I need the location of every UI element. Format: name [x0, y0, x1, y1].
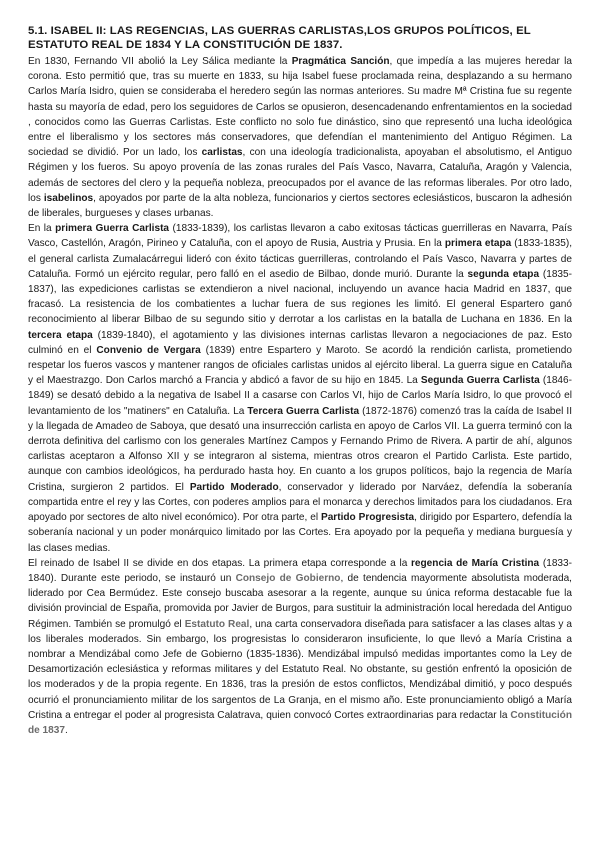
text-run: (1835-1837), las expediciones carlistas se extendieron a nivel nacional, incluyendo un avance hacia Madrid en 1837, que fracasó. La resistencia de los combatientes a luchar fuera de sus regiones les limitó. El general Espartero ganó reconocimiento al liberar Bilbao de su segundo sitio y derrotar a los carlistas en la batalla de Luchana en 1836. En la: [28, 268, 572, 326]
bold-term: Pragmática Sanción: [291, 56, 390, 67]
bold-term: carlistas: [201, 147, 243, 159]
bold-term: segunda etapa: [467, 268, 540, 280]
text-run: , con una ideología tradicionalista, apoyaban el absolutismo, el Antiguo Régimen y los fueros. Su apoyo provenía de las zonas rurales del País Vasco, Navarra, Cataluña, Aragón y Valencia, además de sectores del clero y la pequeña nobleza, preocupados por el avance de las reformas liberales. Por otro lado, los: [28, 147, 572, 204]
text-run: .: [64, 724, 68, 736]
bold-term: primera etapa: [444, 238, 512, 250]
text-run: (1833-1839), los carlistas llevaron a cabo exitosas tácticas guerrilleras en Navarra, País Vasco, Castellón, Aragón, Pirineo y Cataluña, con el apoyo de Rusia, Austria y Prusia. En la: [28, 223, 572, 250]
highlighted-term: Consejo de Gobierno: [235, 572, 341, 584]
bold-term: Partido Progresista: [320, 512, 415, 524]
text-run: , una carta conservadora diseñada para satisfacer a las clases altas y a los liberales moderados. Sin embargo, los progresistas lo consideraron insuficiente, lo que llevó a María Cristina a nombrar a Mendizábal como Jefe de Gobierno (1835-1836). Mendizábal impulsó medidas importantes como la Ley de Desamortización eclesiástica y reformas militares y del Estatuto Real. No obstante, su gestión enfrentó la oposición de los moderados y de la propia regente. En 1836, tras la presión de estos conflictos, Mendizábal dimitió, y poco después ocurrió el pronunciamiento militar de los sargentos de La Granja, en el mismo año. Este pronunciamiento obligó a María Cristina a entregar el poder al progresista Calatrava, quien convocó Cortes extraordinarias para redactar la: [28, 618, 572, 721]
text-run: , de tendencia mayormente absolutista moderada, liderado por Cea Bermúdez. Este consejo buscaba asesorar a la regente, aunque su única reforma destacable fue la división provincial de España, promovida por Javier de Burgos, para sustituir la administración local heredada del Antiguo Régimen. También se promulgó el: [28, 572, 572, 630]
text-run: El reinado de Isabel II se divide en dos etapas. La primera etapa corresponde a la: [28, 557, 411, 569]
paragraph-carlist-wars: [28, 221, 572, 555]
document-title: 5.1. ISABEL II: LAS REGENCIAS, LAS GUERRAS CARLISTAS,LOS GRUPOS POLÍTICOS, EL ESTATUTO REAL DE 1834 Y LA CONSTITUCIÓN DE 1837.: [28, 25, 531, 51]
paragraph-introduction: [28, 54, 572, 221]
bold-term: tercera etapa: [28, 329, 93, 341]
text-run: En la: [28, 223, 56, 235]
bold-term: regencia de María Cristina: [411, 557, 540, 569]
bold-term: Segunda Guerra Carlista: [420, 375, 540, 387]
highlighted-term: Estatuto Real: [184, 618, 250, 630]
text-run: , que impedía a las mujeres heredar la corona. Esto permitió que, tras su muerte en 1833, su hija Isabel fuese proclamada reina, desplazando a su hermano Carlos María Isidro, quien se consideraba el heredero según las normas anteriores. Su madre Mª Cristina fue su regente hasta su mayoría de edad, pero los seguidores de Carlos se opusieron, desencadenando enfrentamientos en la sociedad , conocidos como las Guerras Carlistas. Este conflicto no solo fue dinástico, sino que representó una lucha ideológica entre el liberalismo y los sectores más conservadores, que defendían el mantenimiento del Antiguo Régimen. La sociedad se dividió. Por un lado, los: [28, 56, 572, 159]
bold-term: Convenio de Vergara: [96, 344, 201, 356]
highlighted-term: Constitución de 1837: [28, 709, 572, 736]
text-run: (1839) entre Espartero y Maroto. Se acordó la rendición carlista, prometiendo respetar los fueros vascos y mantener rangos de oficiales carlistas unidos al ejército liberal. La guerra sigue en Cataluña y el Maestrazgo. Don Carlos marchó a Francia y abdicó a favor de su hijo en 1845. La: [28, 344, 572, 387]
text-run: (1839-1840), el agotamiento y las divisiones internas carlistas llevaron a negociaciones de paz. Esto culminó en el: [28, 329, 572, 356]
text-run: (1872-1876) comenzó tras la caída de Isabel II y la llegada de Amadeo de Saboya, que desató una insurrección carlista en apoyo de Carlos VII. La guerra terminó con la derrota definitiva del carlismo con los generales Martínez Campos y Fernando Primo de Rivera. A partir de ahí, algunos carlistas aceptaron a Alfonso XII y se integraron al sistema, mientras otros crearon el Partido Carlista. Este partido, aunque con cambios ideológicos, ha perdurado hasta hoy. En cuanto a los grupos políticos, bajo la regencia de María Cristina, surgieron 2 partidos. El: [28, 405, 573, 493]
bold-term: Partido Moderado: [189, 481, 279, 493]
text-run: (1833-1835), el general carlista Zumalacárregui lideró con éxito tácticas guerrilleras, controlando el País Vasco, Navarra y partes de Cataluña. Formó un ejército regular, pero falló en el asedio de Bilbao, donde murió. Durante la: [28, 238, 572, 280]
bold-term: isabelinos: [43, 192, 94, 204]
text-run: En 1830, Fernando VII abolió la Ley Sálica mediante la: [28, 56, 292, 67]
text-run: (1846-1849) se desató debido a la negativa de Isabel II a casarse con Carlos VI, hijo de Carlos María Isidro, lo que provocó el levantamiento de los "matiners" en Cataluña. La: [28, 375, 572, 417]
paragraph-regency: [28, 556, 572, 738]
text-run: , apoyados por parte de la alta nobleza, funcionarios y ciertos sectores eclesiásticos, buscaron la adhesión de liberales, burgueses y clases urbanas.: [28, 192, 572, 220]
text-run: , dirigido por Espartero, defendía la soberanía nacional y un poder monárquico limitado por las Cortes. Era apoyado por la pequeña y mediana burguesía y las clases medias.: [28, 512, 572, 554]
text-run: , conservador y liderado por Narváez, defendía la soberanía compartida entre el rey y las Cortes, con poderes amplios para el monarca y derechos limitados para los ciudadanos. Era apoyado por sectores de alto nivel económico). Por otra parte, el: [28, 481, 572, 524]
bold-term: Tercera Guerra Carlista: [247, 405, 360, 417]
text-run: (1833-1840). Durante este periodo, se instauró un: [28, 557, 572, 584]
bold-term: primera Guerra Carlista: [55, 223, 170, 235]
